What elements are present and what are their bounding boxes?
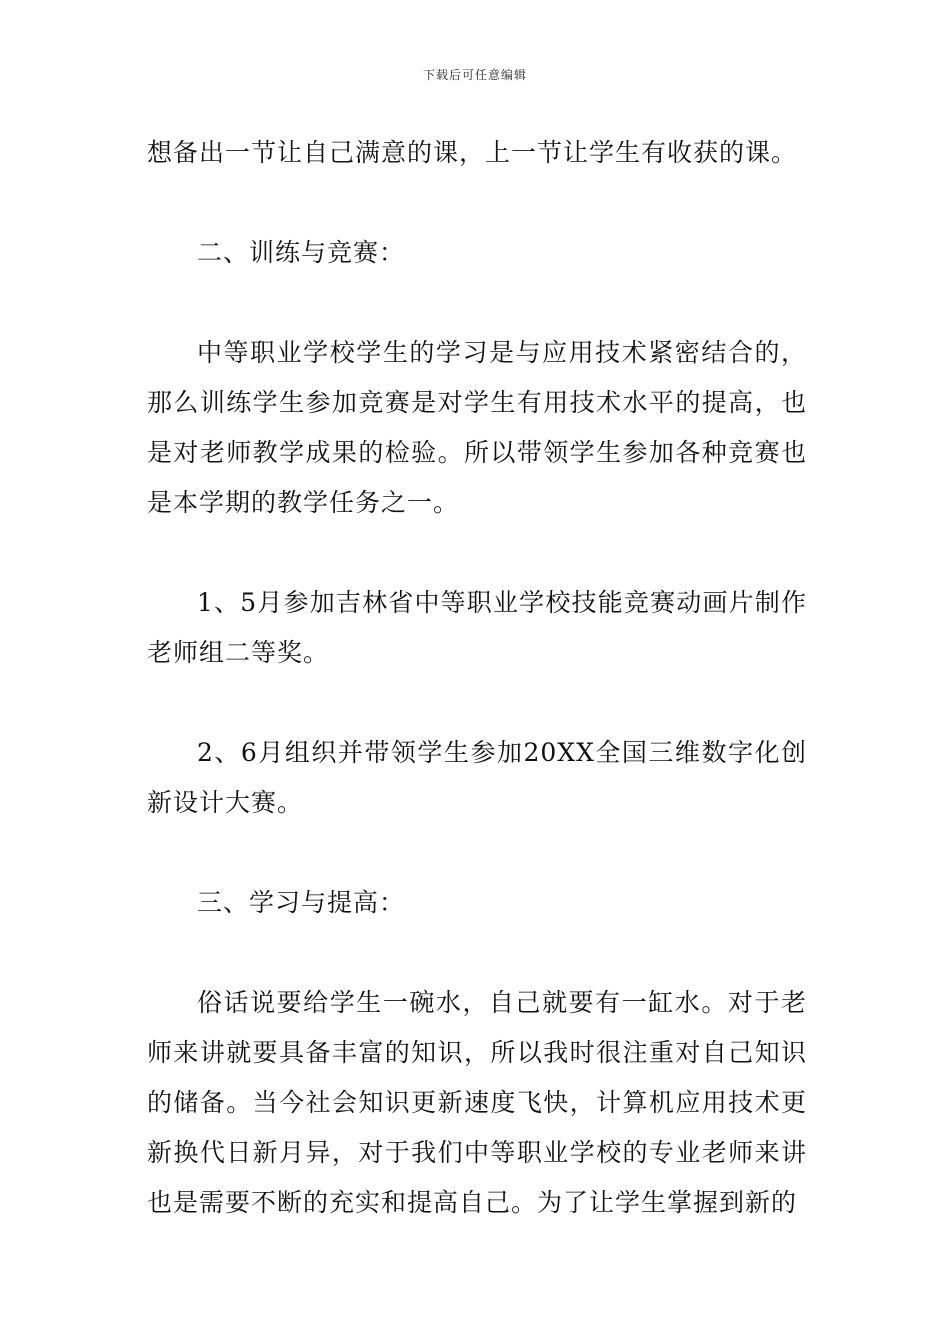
paragraph-training-intro: 中等职业学校学生的学习是与应用技术紧密结合的，那么训练学生参加竞赛是对学生有用技术水平的提高，也是对老师教学成果的检验。所以带领学生参加各种竞赛也是本学期的教学任务之一。 bbox=[147, 338, 807, 517]
paragraph-spacer bbox=[147, 278, 807, 328]
paragraph-spacer bbox=[147, 928, 807, 978]
paragraph-learning-body: 俗话说要给学生一碗水，自己就要有一缸水。对于老师来讲就要具备丰富的知识，所以我时很注重对自己知识的储备。当今社会知识更新速度飞快，计算机应用技术更新换代日新月异，对于我们中等职业学校的专业老师来讲也是需要不断的充实和提高自己。为了让学生掌握到新的 bbox=[147, 988, 807, 1217]
paragraph-spacer bbox=[147, 828, 807, 878]
document-body bbox=[147, 128, 807, 1228]
section-heading-training: 二、训练与竞赛： bbox=[197, 238, 406, 267]
list-item-award-2: 2、6月组织并带领学生参加20XX全国三维数字化创新设计大赛。 bbox=[147, 738, 807, 817]
page-header-note: 下载后可任意编辑 bbox=[422, 68, 527, 82]
paragraph-continuation: 想备出一节让自己满意的课，上一节让学生有收获的课。 bbox=[147, 138, 798, 167]
section-heading-learning: 三、学习与提高： bbox=[197, 888, 406, 917]
paragraph-spacer bbox=[147, 178, 807, 228]
list-item-award-1: 1、5月参加吉林省中等职业学校技能竞赛动画片制作老师组二等奖。 bbox=[147, 588, 807, 667]
paragraph-spacer bbox=[147, 678, 807, 728]
paragraph-spacer bbox=[147, 528, 807, 578]
